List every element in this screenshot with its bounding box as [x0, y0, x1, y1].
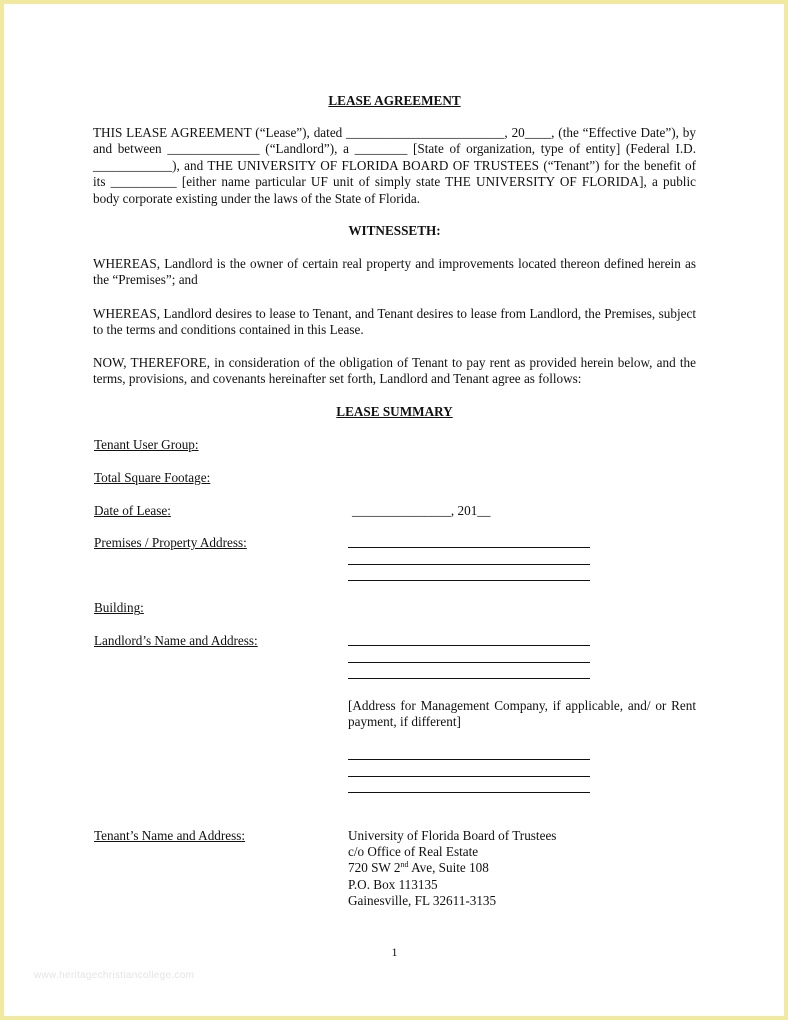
landlord-address-line-3[interactable] [348, 678, 590, 679]
tenant-address-line-2: c/o Office of Real Estate [348, 844, 479, 859]
premises-address-label: Premises / Property Address: [94, 535, 247, 550]
premises-address-line-2[interactable] [348, 564, 590, 565]
whereas-paragraph-2: WHEREAS, Landlord desires to lease to Tenant, and Tenant desires to lease from Landlord, the Premises, subject to the terms and conditions contained in this Lease. [93, 306, 696, 338]
landlord-address-line-1[interactable] [348, 645, 590, 646]
tenant-address-line-5: Gainesville, FL 32611-3135 [348, 893, 497, 908]
tenant-address-line-4: P.O. Box 113135 [348, 877, 438, 892]
management-address-line-1[interactable] [348, 759, 590, 760]
management-address-line-3[interactable] [348, 792, 590, 793]
site-watermark: www.heritagechristiancollege.com [34, 970, 195, 981]
date-of-lease-label: Date of Lease: [94, 503, 171, 518]
management-company-note: [Address for Management Company, if applicable, and/ or Rent payment, if different] [348, 698, 696, 730]
whereas-paragraph-1: WHEREAS, Landlord is the owner of certain real property and improvements located thereon defined herein as the “Premises”; and [93, 256, 696, 288]
tenant-address-line-3: 720 SW 2nd Ave, Suite 108 [348, 860, 489, 875]
landlord-address-line-2[interactable] [348, 662, 590, 663]
premises-address-line-1[interactable] [348, 547, 590, 548]
document-page [4, 4, 784, 1016]
tenant-name-address-label: Tenant’s Name and Address: [94, 828, 246, 843]
date-of-lease-field[interactable]: _______________, 201__ [352, 503, 491, 518]
document-title: LEASE AGREEMENT [328, 93, 461, 108]
premises-address-line-3[interactable] [348, 580, 590, 581]
total-square-footage-label: Total Square Footage: [94, 470, 211, 485]
lease-summary-heading: LEASE SUMMARY [336, 404, 453, 419]
building-label: Building: [94, 600, 144, 615]
tenant-address-line-1: University of Florida Board of Trustees [348, 828, 557, 843]
tenant-user-group-label: Tenant User Group: [94, 437, 199, 452]
landlord-name-address-label: Landlord’s Name and Address: [94, 633, 258, 648]
now-therefore-paragraph: NOW, THEREFORE, in consideration of the obligation of Tenant to pay rent as provided herein below, and the terms, provisions, and covenants hereinafter set forth, Landlord and Tenant agree as follows: [93, 355, 696, 387]
intro-paragraph: THIS LEASE AGREEMENT (“Lease”), dated ________________________, 20____, (the “Effective Date”), by and between ______________ (“Landlord”), a ________ [State of organization, type of entity] (Federal I.D. ____________), and THE UNIVERSITY OF FLORIDA BOARD OF TRUSTEES (“Tenant”) for the benefit of its __________ [either name particular UF unit of simply state THE UNIVERSITY OF FLORIDA], a public body corporate existing under the laws of the State of Florida. [93, 125, 696, 206]
witnesseth-heading: WITNESSETH: [348, 223, 441, 238]
management-address-line-2[interactable] [348, 776, 590, 777]
page-number: 1 [391, 945, 398, 959]
